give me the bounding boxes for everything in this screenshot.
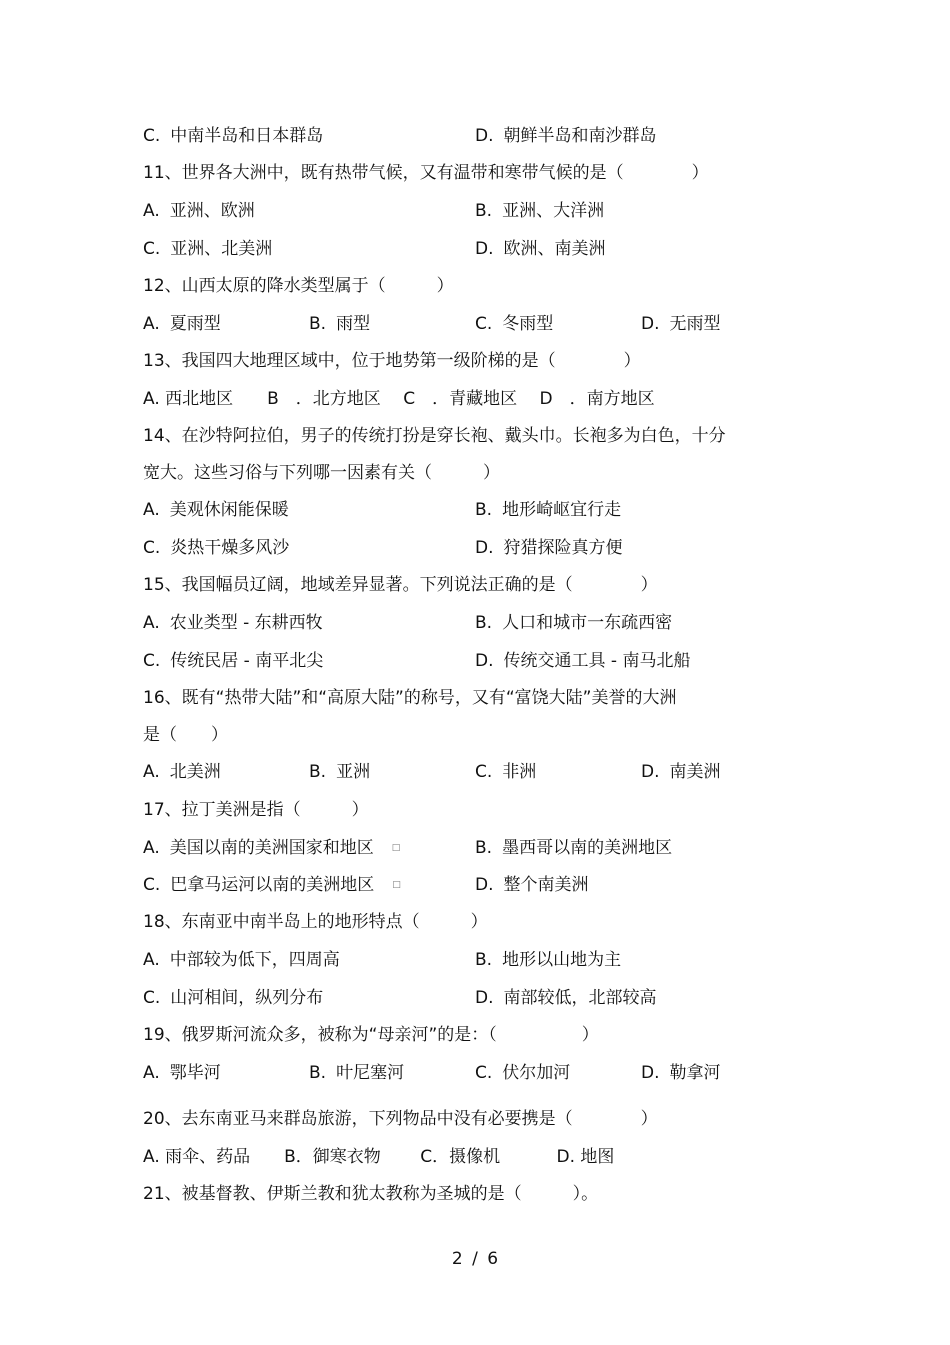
option-text: 夏雨型 [169,314,221,334]
option-text: 地形崎岖宜行走 [502,500,622,520]
option-label: C. [475,1063,493,1083]
answer-option [475,123,657,149]
answer-option [143,759,221,785]
answer-option [143,648,323,674]
answer-option [143,311,221,337]
option-text: 人口和城市一东疏西密 [502,613,673,633]
option-label: B. [309,762,327,782]
question-text: A. 西北地区 B ．北方地区 C ．青藏地区 D ．南方地区 [143,389,655,409]
option-text: 中南半岛和日本群岛 [170,126,324,146]
answer-option [143,947,340,973]
answer-option [143,872,401,898]
answer-option [475,497,621,523]
option-label: B. [475,950,493,970]
page-separator: / [472,1249,478,1269]
option-text: 地形以山地为主 [502,950,622,970]
option-text: 冬雨型 [502,314,554,334]
answer-option [309,1060,404,1086]
option-text: 狩猎探险真方便 [503,538,623,558]
option-text: 整个南美洲 [503,875,589,895]
box-mark: □ [392,880,401,890]
question-text: 16、既有“热带大陆”和“高原大陆”的称号，又有“富饶大陆”美誉的大洲 [143,688,677,708]
option-label: D. [475,126,494,146]
box-mark: □ [391,843,401,853]
option-label: A. [143,1063,160,1083]
question-text: 14、在沙特阿拉伯，男子的传统打扮是穿长袍、戴头巾。长袍多为白色，十分 [143,426,726,446]
option-label: A. [143,950,160,970]
page-number [0,1249,950,1269]
option-label: C. [143,239,161,259]
option-label: B. [309,1063,327,1083]
question-text: 18、东南亚中南半岛上的地形特点（ ） [143,912,488,932]
option-label: A. [143,500,160,520]
question-text: 是（ ） [143,725,228,745]
answer-option [143,535,289,561]
option-text: 山河相间，纵列分布 [170,988,324,1008]
total-pages: 6 [487,1249,499,1269]
answer-option [143,1060,221,1086]
question-text: 20、去东南亚马来群岛旅游，下列物品中没有必要携是（ ） [143,1109,658,1129]
answer-option [475,947,621,973]
answer-option [143,497,289,523]
option-label: C. [143,875,161,895]
option-text: 南美洲 [669,762,721,782]
option-label: B. [475,838,493,858]
answer-option [475,1060,570,1086]
option-text: 传统民居 - 南平北尖 [170,651,324,671]
option-text: 传统交通工具 - 南马北船 [503,651,691,671]
answer-option [641,311,721,337]
option-text: 欧洲、南美洲 [503,239,606,259]
answer-option [641,1060,721,1086]
option-label: C. [143,538,161,558]
question-text: 21、被基督教、伊斯兰教和犹太教称为圣城的是（ ）。 [143,1184,599,1204]
answer-option [475,535,623,561]
option-label: A. [143,762,160,782]
answer-option [143,835,400,861]
option-label: C. [475,762,493,782]
option-label: D. [475,239,494,259]
answer-option [143,236,272,262]
answer-option [641,759,721,785]
option-label: D. [641,1063,660,1083]
question-text: 19、俄罗斯河流众多，被称为“母亲河”的是：（ ） [143,1025,599,1045]
question-text: 宽大。这些习俗与下列哪一因素有关（ ） [143,463,500,483]
answer-option [309,311,370,337]
option-label: D. [475,538,494,558]
option-label: A. [143,201,160,221]
option-text: 非洲 [502,762,537,782]
option-label: D. [475,988,494,1008]
answer-option [143,610,323,636]
option-label: D. [641,314,660,334]
option-text: 农业类型 - 东耕西牧 [169,613,323,633]
option-text: 叶尼塞河 [336,1063,405,1083]
answer-option [475,648,690,674]
option-label: D. [641,762,660,782]
option-label: B. [475,613,493,633]
option-label: C. [143,988,161,1008]
option-text: 无雨型 [669,314,721,334]
option-label: B. [475,500,493,520]
question-text: 11、世界各大洲中，既有热带气候，又有温带和寒带气候的是（ ） [143,163,709,183]
question-text: 12、山西太原的降水类型属于（ ） [143,276,454,296]
option-label: B. [309,314,327,334]
answer-option [475,236,606,262]
question-text: 15、我国幅员辽阔，地域差异显著。下列说法正确的是（ ） [143,575,658,595]
option-text: 朝鲜半岛和南沙群岛 [503,126,657,146]
question-text: 13、我国四大地理区域中，位于地势第一级阶梯的是（ ） [143,351,641,371]
answer-option [143,985,323,1011]
current-page: 2 [451,1249,463,1269]
option-text: 炎热干燥多风沙 [170,538,290,558]
answer-option [475,311,553,337]
answer-option [475,610,672,636]
option-text: 勒拿河 [669,1063,721,1083]
option-label: C. [475,314,493,334]
option-text: 巴拿马运河以南的美洲地区 [170,875,375,895]
option-text: 亚洲、欧洲 [169,201,255,221]
option-text: 北美洲 [169,762,221,782]
option-text: 亚洲 [336,762,371,782]
option-label: A. [143,613,160,633]
option-label: D. [475,875,494,895]
option-label: C. [143,651,161,671]
answer-option [475,985,657,1011]
question-text: 17、拉丁美洲是指（ ） [143,800,369,820]
option-text: 亚洲、大洋洲 [502,201,605,221]
question-text: A. 雨伞、药品 B．御寒衣物 C．摄像机 D. 地图 [143,1147,615,1167]
option-label: A. [143,314,160,334]
answer-option [143,198,255,224]
option-text: 伏尔加河 [502,1063,571,1083]
option-label: C. [143,126,161,146]
option-text: 雨型 [336,314,371,334]
answer-option [475,835,672,861]
option-text: 亚洲、北美洲 [170,239,273,259]
option-text: 中部较为低下，四周高 [169,950,340,970]
option-label: A. [143,838,160,858]
option-text: 美观休闲能保暖 [169,500,289,520]
answer-option [475,759,536,785]
answer-option [143,123,323,149]
answer-option [475,872,589,898]
option-text: 南部较低，北部较高 [503,988,657,1008]
answer-option [475,198,604,224]
option-label: D. [475,651,494,671]
answer-option [309,759,370,785]
option-text: 鄂毕河 [169,1063,221,1083]
option-label: B. [475,201,493,221]
option-text: 美国以南的美洲国家和地区 [169,838,374,858]
option-text: 墨西哥以南的美洲地区 [502,838,673,858]
